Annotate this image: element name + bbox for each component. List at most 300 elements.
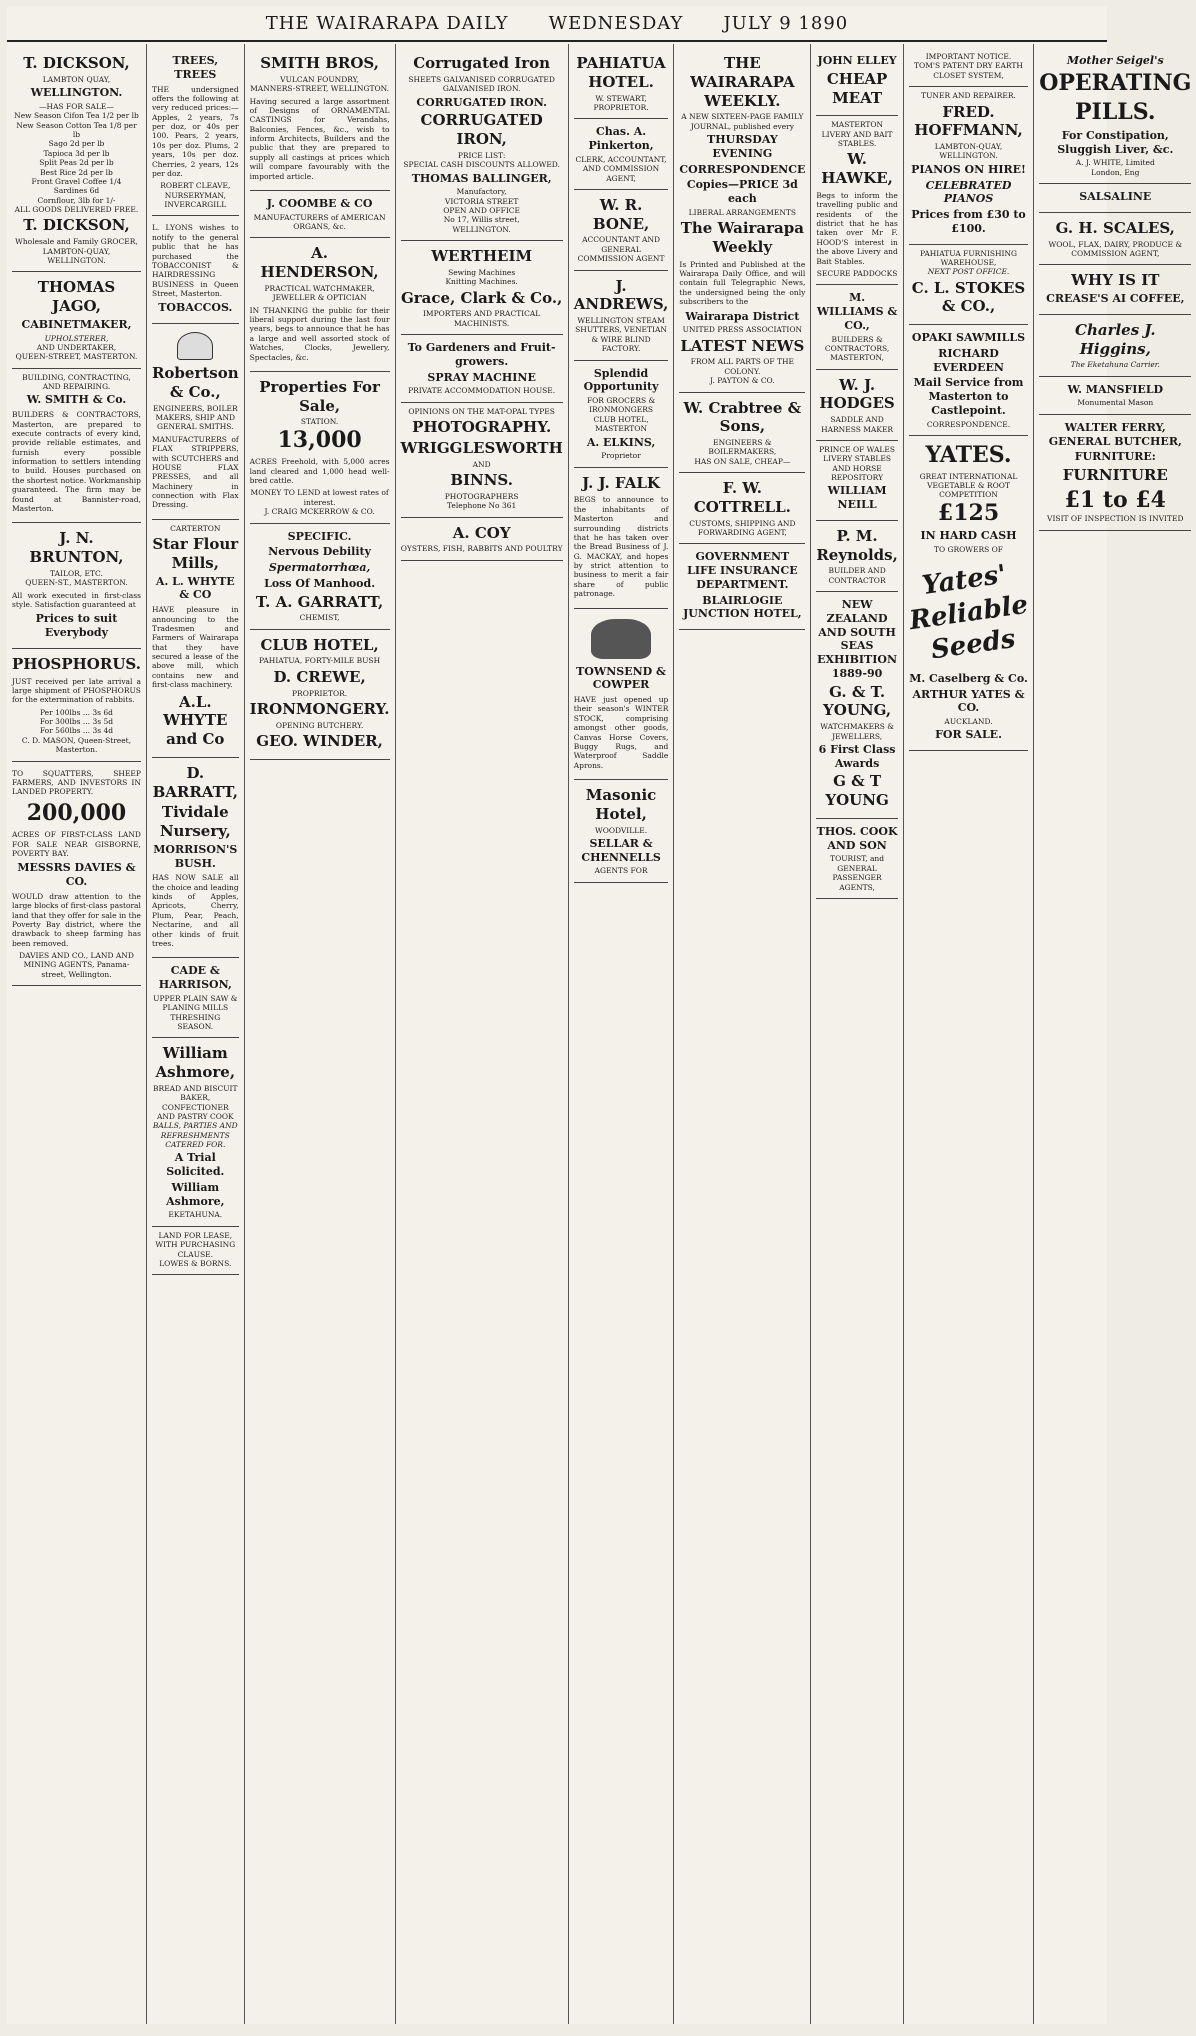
falk-ad [574, 468, 669, 609]
club-masterton: CLUB HOTEL, MASTERTON [593, 414, 649, 434]
brunton-ad [12, 523, 141, 649]
and: AND [472, 459, 491, 469]
brunton-name: J. N. BRUNTON, [29, 529, 124, 566]
corrugated-2: CORRUGATED IRON. [416, 95, 547, 109]
furniture-prices: £1 to £4 [1064, 486, 1166, 513]
grace-sub: IMPORTERS AND PRACTICAL MACHINISTS. [422, 309, 541, 328]
ferry-name: WALTER FERRY, GENERAL BUTCHER, [1048, 420, 1182, 448]
seigel-name: Mother Seigel's [1066, 54, 1164, 67]
inspection: VISIT OF INSPECTION IS INVITED [1047, 514, 1184, 524]
smith-bros-street: MANNERS-STREET, WELLINGTON. [250, 84, 390, 94]
dickson-item: Cornflour, 3lb for 1/- [37, 195, 116, 205]
pahiatua-hotel-ad [574, 48, 669, 119]
liberal: LIBERAL ARRANGEMENTS [688, 207, 797, 217]
ashmore-ad [152, 1038, 239, 1227]
williams-name: M. WILLIAMS & CO., [816, 291, 898, 332]
phosphorus-text: JUST received per late arrival a large shipment of PHOSPHORUS for the extermination of rabbits. [12, 676, 141, 705]
mansfield-name: W. MANSFIELD [1067, 382, 1164, 396]
coombe-ad [250, 191, 390, 239]
hoffmann-name: FRED. HOFFMANN, [914, 102, 1023, 140]
cade-ad [152, 958, 239, 1038]
wertheim-ad [401, 241, 563, 335]
gardeners: To Gardeners and Fruit-growers. [407, 341, 556, 368]
crabtree-sub: ENGINEERS & BOILERMAKERS, [708, 438, 777, 457]
lyons-ad [152, 216, 239, 324]
payton-sign: J. PAYTON & CO. [710, 376, 775, 386]
dickson-item: Split Peas 2d per lb [39, 158, 114, 168]
threshing: THRESHING SEASON. [170, 1012, 221, 1031]
tividale-nursery: Tividale Nursery, [159, 803, 231, 840]
masthead-title: THE WAIRARAPA DAILY [265, 12, 509, 34]
crease-coffee: CREASE'S AI COFFEE, [1046, 292, 1185, 305]
masthead [7, 6, 1107, 42]
jago-name: THOMAS JAGO, [37, 278, 116, 315]
masonic-hotel: Masonic Hotel, [585, 786, 657, 823]
dickson-name: T. DICKSON, [23, 54, 130, 72]
hawke-ad [816, 116, 897, 285]
photography-head: PHOTOGRAPHY. [412, 418, 552, 437]
coy-name: A. COY [452, 523, 511, 542]
robertson-ad [152, 324, 239, 520]
stokes-ad [909, 245, 1028, 326]
neill-name: WILLIAM NEILL [827, 484, 887, 512]
salsaline-ad [1039, 184, 1191, 213]
london: London, Eng [1091, 167, 1140, 177]
telephone: Telephone No 361 [447, 501, 517, 511]
columns [7, 44, 1192, 2024]
lease-text: LAND FOR LEASE, WITH PURCHASING CLAUSE. [155, 1230, 236, 1259]
hoffmann-ad [909, 87, 1028, 244]
hard-cash: IN HARD CASH [920, 529, 1017, 543]
manufactory: Manufactory, [456, 187, 507, 197]
column-6 [674, 44, 811, 2024]
furniture-2: FURNITURE [1062, 466, 1168, 484]
cheap-meat: CHEAP MEAT [826, 69, 888, 107]
lyons-text: L. LYONS wishes to notify to the general public that he has purchased the TOBACCONIST & HAIRDRESSING BUSINESS in Queen Street, Masterton. [151, 223, 239, 298]
jago-upholsterer: UPHOLSTERER, [44, 333, 109, 343]
hodges-ad [816, 370, 897, 441]
column-5 [569, 44, 675, 2024]
corrugated-head: Corrugated Iron [413, 54, 551, 72]
cook-ad [816, 819, 897, 899]
column-2 [147, 44, 245, 2024]
woodville: WOODVILLE. [595, 825, 648, 835]
splendid-head: Splendid Opportunity [583, 366, 659, 394]
properties-acres: 13,000 [277, 426, 362, 453]
prices: Prices from £30 to £100. [911, 208, 1026, 235]
phosphorus-ad [12, 649, 141, 762]
robertson-trade: ENGINEERS, BOILER MAKERS, SHIP AND GENERAL SMITHS. [152, 403, 238, 432]
smith-ad [12, 369, 141, 524]
weekly-title: THE WAIRARAPA WEEKLY. [690, 54, 795, 110]
sellar-name: SELLAR & CHENNELLS [581, 836, 661, 864]
masthead-date: JULY 9 1890 [723, 12, 849, 34]
whyte-sign: A.L. WHYTE and Co [163, 692, 228, 748]
star-mills-ad [152, 520, 239, 758]
next-post: NEXT POST OFFICE. [927, 267, 1010, 277]
binns: BINNS. [450, 471, 513, 489]
mansfield-ad [1039, 377, 1191, 415]
stokes-name: C. L. STOKES & CO., [911, 278, 1026, 316]
barratt-name: D. BARRATT, [152, 763, 238, 801]
spray-machine: SPRAY MACHINE [427, 370, 536, 384]
ashmore-balls: BALLS, PARTIES AND REFRESHMENTS CATERED FOR. [152, 1121, 238, 1149]
smith-bros-text: Having secured a large assortment of Designs of ORNAMENTAL CASTINGS for Verandahs, Balconies, Fences, &c., wish to inform Architects, Builders and the public that they are prepared to supply all castings at prices which will compare favourably with the imported article. [249, 96, 390, 181]
eketahuna: EKETAHUNA. [168, 1210, 223, 1220]
specific: SPECIFIC. [287, 529, 352, 543]
hodges-name: W. J. HODGES [819, 375, 895, 413]
opinions: OPINIONS ON THE MAT-OPAL TYPES [408, 406, 555, 416]
falk-name: J. J. FALK [582, 473, 660, 492]
young-ad [816, 592, 897, 819]
dickson-item: Front Gravel Coffee 1/4 [31, 176, 122, 186]
pinkerton-ad [574, 119, 669, 190]
crabtree-ad [679, 393, 805, 474]
winder-name: GEO. WINDER, [256, 732, 383, 750]
williams-ad [816, 285, 897, 369]
knitting: Knitting Machines. [445, 277, 518, 287]
for-grocers: FOR GROCERS & IRONMONGERS [586, 396, 656, 415]
cottrell-ad [679, 473, 805, 544]
cade-sub: UPPER PLAIN SAW & PLANING MILLS [153, 993, 238, 1013]
dickson-sale: —HAS FOR SALE— [39, 101, 114, 111]
agents-for: AGENTS FOR [594, 866, 648, 876]
dickson-item: Sardines 6d [53, 186, 100, 196]
whyte-name: A. L. WHYTE & CO [155, 574, 235, 602]
garratt-ad [250, 524, 390, 630]
jago-ad [12, 272, 141, 368]
coy-ad [401, 518, 563, 561]
closet: TOM'S PATENT DRY EARTH CLOSET SYSTEM, [914, 61, 1023, 80]
henderson-text: IN THANKING the public for their liberal support during the last four years, begs to announce that he has a large and well assorted stock of Watches, Clocks, Jewellery, Spectacles, &c. [249, 305, 390, 362]
hawke-name: W. HAWKE, [821, 150, 893, 188]
brunton-prices: Prices to suit Everybody [35, 612, 118, 639]
brunton-trade: TAILOR, ETC. [50, 568, 103, 578]
constipation: For Constipation, Sluggish Liver, &c. [1057, 128, 1174, 156]
stewart-name: W. STEWART, [595, 93, 647, 103]
young-name2: G & T YOUNG [825, 772, 889, 810]
lease-ad [152, 1227, 239, 1276]
brunton-street: QUEEN-ST., MASTERTON. [25, 578, 128, 588]
blairlogie-hotel: BLAIRLOGIE JUNCTION HOTEL, [683, 593, 802, 621]
salsaline: SALSALINE [1079, 190, 1152, 203]
reliable-seeds: Yates' Reliable Seeds [907, 559, 1030, 666]
oysters: OYSTERS, FISH, RABBITS AND POULTRY [400, 544, 563, 554]
wertheim-name: WERTHEIM [431, 247, 533, 266]
pianos-hire: PIANOS ON HIRE! [911, 162, 1026, 176]
star-mills: Star Flour Mills, [152, 535, 239, 572]
willis-street: No 17, Willis street, [443, 215, 520, 225]
andrews-sub: WELLINGTON STEAM SHUTTERS, VENETIAN & WIRE BLIND FACTORY. [575, 316, 667, 354]
grace-name: Grace, Clark & Co., [400, 288, 563, 307]
townsend-name: TOWNSEND & COWPER [576, 664, 666, 692]
higgins-ad [1039, 315, 1191, 377]
stewart-sub: PROPRIETOR. [593, 102, 649, 112]
young-sub: WATCHMAKERS & JEWELLERS, [820, 722, 894, 741]
tobaccos-head: TOBACCOS. [158, 301, 233, 315]
awards: 6 First Class Awards [818, 742, 896, 770]
celebrated-pianos: CELEBRATED PIANOS [925, 178, 1012, 206]
tuner: TUNER AND REPAIRER. [921, 91, 1016, 101]
davies-name: MESSRS DAVIES & CO. [17, 861, 136, 888]
monumental: Monumental Mason [1077, 398, 1154, 408]
corrugated-ad [401, 48, 563, 241]
brunton-text: All work executed in first-class style. Satisfaction guaranteed at [12, 590, 141, 609]
from-colony: FROM ALL PARTS OF THE COLONY. [690, 357, 795, 376]
pahiatua-hotel: PAHIATUA HOTEL. [576, 54, 666, 91]
falk-text: BEGS to announce to the inhabitants of Masterton and surrounding districts that he has taken over the Bread Business of J. G. MACKAY, and hopes by strict attention to business to merit a fair share of public patronage. [573, 495, 669, 599]
scales-name: G. H. SCALES, [1055, 218, 1175, 237]
weekly-text: Is Printed and Published at the Wairarapa Daily Office, and will contain full Telegraphic News, the undersigned being the only subscribers to the [679, 259, 806, 307]
dickson-ad [12, 48, 141, 272]
opening: OPENING BUTCHERY. [275, 720, 364, 730]
spermatorrh: Spermatorrhœa, [268, 561, 371, 574]
prince: PRINCE OF WALES LIVERY STABLES AND HORSE REPOSITORY [819, 444, 896, 482]
ashmore-trial: A Trial Solicited. [166, 1151, 225, 1179]
reynolds-name: P. M. Reynolds, [816, 526, 898, 564]
coombe-sub: MANUFACTURERS of AMERICAN ORGANS, &c. [253, 212, 386, 231]
dickson-item: Best Rice 2d per lb [40, 167, 113, 177]
weekly-big: The Wairarapa Weekly [680, 219, 804, 256]
smith-text: BUILDERS & CONTRACTORS, Masterton, are prepared to execute contracts of every kind, provide reliable estimates, and furnish every possible information to settlers intending to build. Houses purchased on the shortest notice. Workmanship guaranteed. The firm may be found at Bannister-road, Masterton. [12, 410, 141, 513]
column-3 [245, 44, 396, 2024]
wellington: WELLINGTON. [452, 224, 511, 234]
government-life: GOVERNMENT LIFE INSURANCE DEPARTMENT. [687, 550, 798, 591]
dickson2-city: WELLINGTON. [47, 255, 106, 265]
price-list: PRICE LIST: [457, 150, 506, 160]
trees-ad [152, 48, 239, 216]
column-4 [396, 44, 569, 2024]
paddocks: SECURE PADDOCKS [816, 268, 898, 278]
smith-name: W. SMITH & Co. [26, 393, 127, 407]
ballinger-name: THOMAS BALLINGER, [411, 171, 552, 185]
dickson-item: Tapioca 3d per lb [43, 148, 110, 158]
smith-bros-ad [250, 48, 390, 191]
money: MONEY TO LEND at lowest rates of interest. [250, 488, 389, 507]
dickson-delivered: ALL GOODS DELIVERED FREE. [14, 205, 139, 214]
phosphorus-row: For 300lbs ... 3s 5d [39, 717, 114, 726]
dickson2-name: T. DICKSON, [23, 216, 130, 235]
mail-service: Mail Service from Masterton to Castlepoint. [913, 376, 1024, 417]
crewe-sub: PROPRIETOR. [292, 688, 348, 698]
tourist: TOURIST, and GENERAL PASSENGER AGENTS, [830, 854, 885, 892]
carterton: CARTERTON [170, 523, 221, 533]
club-sub: PAHIATUA, FORTY-MILE BUSH [259, 656, 381, 666]
land-ad [12, 762, 141, 987]
money-sign: J. CRAIG MCKERROW & CO. [264, 507, 375, 517]
auckland: AUCKLAND. [944, 717, 993, 726]
davies-text: WOULD draw attention to the large blocks of first-class pastoral land that they offer for sale in the Poverty Bay district, where the drawback to sheep farming has been removed. [12, 891, 141, 948]
reynolds-sub: BUILDER AND CONTRACTOR [828, 566, 886, 585]
crabtree-name: W. Crabtree & Sons, [683, 398, 802, 436]
bone-name: W. R. BONE, [592, 195, 650, 233]
ashmore-name2: William Ashmore, [166, 1180, 225, 1208]
cook-name: THOS. COOK AND SON [816, 824, 898, 852]
to-growers: TO GROWERS OF [933, 544, 1004, 554]
prize: £125 [937, 499, 1000, 526]
smith-head: BUILDING, CONTRACTING, AND REPAIRING. [22, 372, 131, 391]
davies-sign: DAVIES AND CO., LAND AND MINING AGENTS, Panama-street, Wellington. [19, 951, 134, 979]
saddle-icon [591, 619, 651, 659]
column-8 [904, 44, 1034, 2024]
trees-sign: ROBERT CLEAVE, NURSERYMAN, INVERCARGILL [160, 181, 231, 209]
crest-icon [177, 332, 213, 360]
phosphorus-head: PHOSPHORUS. [12, 654, 141, 673]
sixteen-page: A NEW SIXTEEN-PAGE FAMILY JOURNAL, published every [681, 112, 804, 131]
livery: MASTERTON LIVERY AND BAIT STABLES. [821, 120, 893, 148]
for-sale: FOR SALE. [935, 728, 1002, 742]
properties-head: Properties For Sale, [259, 377, 380, 415]
pinkerton-name: Chas. A. Pinkerton, [588, 125, 654, 152]
dickson2-address: LAMBTON-QUAY, [42, 246, 111, 256]
caselberg: M. Caselberg & Co. [909, 671, 1028, 685]
photography-ad [401, 403, 563, 518]
manhood: Loss Of Manhood. [264, 576, 376, 590]
newspaper-page [7, 6, 1192, 2024]
henderson-name: A. HENDERSON, [260, 244, 379, 282]
lowes-sign: LOWES & BORNS. [159, 1258, 232, 1268]
neill-ad [816, 441, 897, 521]
dickson-item: Sago 2d per lb [48, 139, 105, 149]
robertson-text: MANUFACTURERS of FLAX STRIPPERS, with SCUTCHERS and HOUSE FLAX PRESSES, and all Machinery in connection with Flax Dressing. [151, 434, 239, 510]
spray-ad [401, 335, 563, 403]
why-is-it: WHY IS IT [1071, 271, 1160, 290]
thursday: THURSDAY EVENING [707, 133, 778, 160]
opaki-ad [909, 325, 1028, 436]
insurance-ad [679, 544, 805, 630]
jago-street: QUEEN-STREET, MASTERTON. [15, 352, 138, 362]
private-house: PRIVATE ACCOMMODATION HOUSE. [408, 386, 556, 396]
opp-office: OPEN AND OFFICE [443, 206, 520, 215]
important-notice: IMPORTANT NOTICE. [925, 52, 1012, 61]
properties-ad [250, 372, 390, 524]
chemist: CHEMIST, [299, 613, 340, 623]
bone-ad [574, 190, 669, 271]
morrisons-bush: MORRISON'S BUSH. [153, 842, 238, 870]
dickson2-grocer: Wholesale and Family GROCER, [15, 237, 138, 247]
properties-text: ACRES Freehold, with 5,000 acres land cleared and 1,000 head well-bred cattle. [249, 457, 390, 485]
cade-name: CADE & HARRISON, [158, 964, 232, 991]
dickson-item: New Season Cotton Tea 1/8 per lb [16, 120, 137, 139]
hoffmann-sub: LAMBTON-QUAY, WELLINGTON. [934, 142, 1003, 161]
smith-bros-name: SMITH BROS, [260, 54, 379, 72]
elkins-sub: Proprietor [601, 451, 641, 461]
cottrell-sub: CUSTOMS, SHIPPING AND FORWARDING AGENT, [689, 518, 796, 537]
coombe-name: J. COOMBE & CO [266, 196, 373, 210]
henderson-ad [250, 238, 390, 372]
club-name: CLUB HOTEL, [260, 635, 379, 654]
correspondence: CORRESPONDENCE [679, 162, 806, 176]
hodges-sub: SADDLE AND HARNESS MAKER [821, 415, 894, 434]
scales-ad [1039, 213, 1191, 266]
arthur-yates: ARTHUR YATES & CO. [912, 687, 1025, 715]
exhibition: NEW ZEALAND AND SOUTH SEAS EXHIBITION 1889-90 [817, 598, 898, 680]
copies: Copies—PRICE 3d each [686, 178, 798, 205]
column-1 [7, 44, 147, 2024]
mason-sign: C. D. MASON, Queen-Street, Masterton. [21, 735, 132, 755]
district: Wairarapa District [685, 309, 800, 323]
crabtree-sale: HAS ON SALE, CHEAP— [694, 456, 791, 466]
phosphorus-row: For 560lbs ... 3s 4d [39, 726, 114, 736]
dickson-city: WELLINGTON. [30, 86, 123, 100]
furnishing: PAHIATUA FURNISHING WAREHOUSE, [919, 248, 1018, 267]
crease-ad [1039, 265, 1191, 315]
wrigglesworth: WRIGGLESWORTH [400, 438, 563, 457]
seigel-ad [1039, 48, 1191, 184]
column-9 [1034, 44, 1196, 2024]
young-name: G. & T. YOUNG, [823, 682, 892, 720]
debility: Nervous Debility [268, 545, 371, 559]
andrews-ad [574, 271, 669, 361]
elley-name: JOHN ELLEY [817, 54, 897, 67]
pinkerton-sub: CLERK, ACCOUNTANT, AND COMMISSION AGENT, [575, 154, 667, 183]
ironmongery: IRONMONGERY. [249, 699, 390, 718]
corrugated-3: CORRUGATED IRON, [420, 111, 543, 148]
photographers: PHOTOGRAPHERS [444, 491, 519, 501]
corrugated-sub: SHEETS GALVANISED CORRUGATED GALVANISED IRON. [408, 74, 555, 94]
column-7 [811, 44, 903, 2024]
eketahuna-carrier: The Eketahuna Carrier. [1070, 360, 1160, 370]
station: STATION. [300, 417, 339, 427]
acres-text: ACRES OF FIRST-CLASS LAND FOR SALE NEAR GISBORNE, POVERTY BAY. [12, 830, 141, 858]
club-hotel-ad [250, 630, 390, 760]
correspondence: CORRESPONDENCE. [926, 419, 1011, 429]
barratt-ad [152, 758, 239, 959]
ferry-ad [1039, 415, 1191, 531]
andrews-name: J. ANDREWS, [573, 276, 669, 314]
squatters-text: TO SQUATTERS, SHEEP FARMERS, AND INVESTORS IN LANDED PROPERTY. [12, 768, 141, 797]
hawke-text: Begs to inform the travelling public and residents of the district that he has taken over Mr F. HOOD'S interest in the above Livery and Bait Stables. [816, 190, 898, 266]
cottrell-name: F. W. COTTRELL. [693, 479, 791, 516]
everdeen: RICHARD EVERDEEN [933, 346, 1004, 374]
jago-trade: CABINETMAKER, [21, 317, 132, 331]
acres-number: 200,000 [26, 799, 127, 826]
whyte-text: HAVE pleasure in announcing to the Tradesmen and Farmers of Wairarapa that they have secured a lease of the above mill, which contains new and first-class machinery. [151, 605, 239, 690]
ashmore-sub: BREAD AND BISCUIT BAKER, CONFECTIONER AND PASTRY COOK [153, 1083, 238, 1121]
trees-text: THE undersigned offers the following at very reduced prices:— Apples, 2 years, 7s per doz, or 40s per 100. Pears, 2 years, 10s per doz. Plums, 2 years, 10s per doz. Cherries, 2 years, 12s per doz. [151, 84, 239, 178]
phosphorus-row: Per 100lbs ... 3s 6d [39, 707, 113, 717]
splendid-ad [574, 361, 669, 468]
opaki: OPAKI SAWMILLS [911, 331, 1026, 345]
dickson-item: New Season Cifon Tea 1/2 per lb [14, 111, 139, 121]
reynolds-ad [816, 521, 897, 592]
special-cash: SPECIAL CASH DISCOUNTS ALLOWED. [403, 160, 560, 170]
henderson-sub: PRACTICAL WATCHMAKER, JEWELLER & OPTICIAN [264, 283, 375, 303]
furniture-1: FURNITURE: [1074, 450, 1156, 464]
barratt-text: HAS NOW SALE all the choice and leading kinds of Apples, Apricots, Cherry, Plum, Pear, Peach, Nectarine, and all other kinds of fruit trees. [151, 873, 239, 948]
robertson-name: Robertson & Co., [151, 364, 239, 401]
crewe-name: D. CREWE, [273, 667, 366, 686]
sewing: Sewing Machines [448, 267, 516, 277]
scales-sub: WOOL, FLAX, DAIRY, PRODUCE & COMMISSION AGENT, [1048, 239, 1183, 258]
garratt-name: T. A. GARRATT, [255, 592, 384, 611]
yates-name: YATES. [925, 442, 1012, 468]
pills: PILLS. [1075, 99, 1156, 126]
masonic-ad [574, 780, 669, 883]
elley-ad [816, 48, 897, 116]
trees-head: TREES, TREES [172, 54, 219, 81]
ashmore-name: William Ashmore, [155, 1044, 236, 1081]
yates-ad [909, 436, 1028, 751]
latest-news: LATEST NEWS [680, 336, 805, 355]
victoria-street: VICTORIA STREET [444, 196, 519, 206]
elkins-name: A. ELKINS, [586, 435, 656, 449]
townsend-ad [574, 609, 669, 781]
weekly-ad [679, 48, 805, 393]
white-limited: A. J. WHITE, Limited [1075, 158, 1155, 168]
townsend-text: HAVE just opened up their season's WINTER STOCK, comprising amongst other goods, Canvas Horse Covers, Buggy Rugs, and Waterproof Saddle Aprons. [573, 695, 669, 770]
jago-undertaker: AND UNDERTAKER, [36, 342, 117, 352]
